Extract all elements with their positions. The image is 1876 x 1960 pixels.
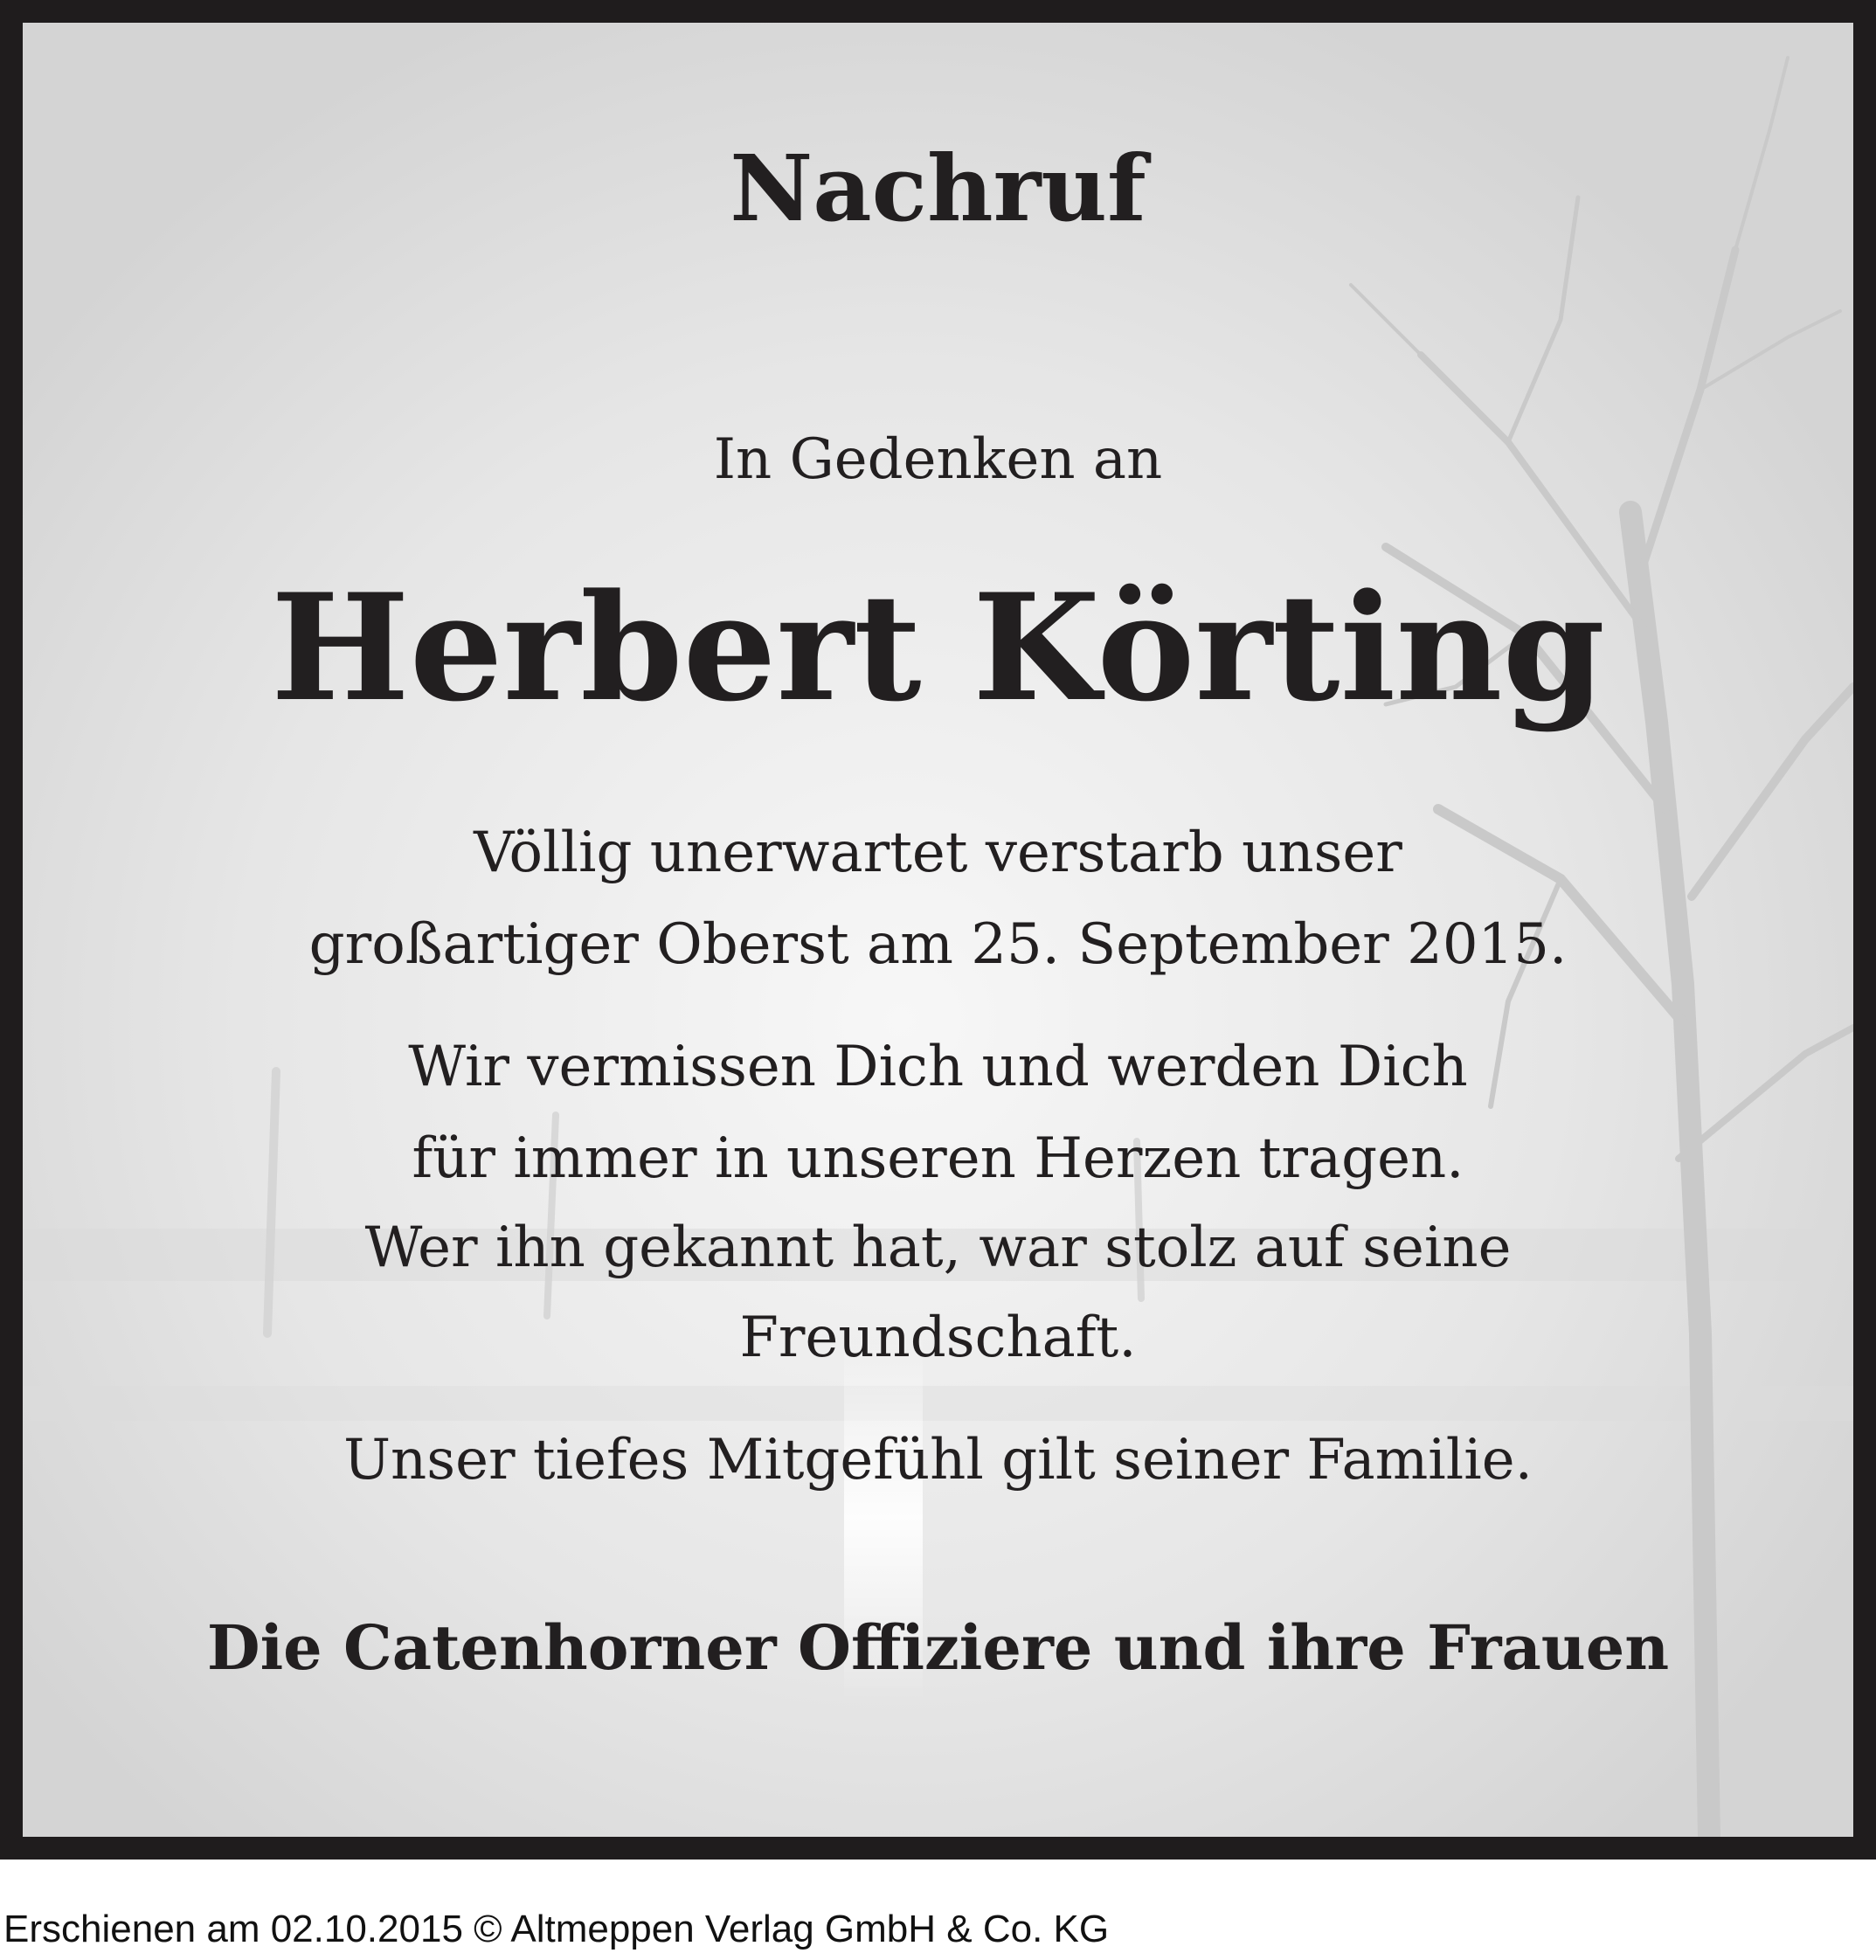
paragraph3: Unser tiefes Mitgefühl gilt seiner Familie. [343,1428,1533,1493]
paragraph2-line4: Freundschaft. [739,1306,1137,1370]
publication-footer: Erschienen am 02.10.2015 © Altmeppen Verlag GmbH & Co. KG [3,1908,1110,1950]
signature: Die Catenhorner Offiziere und ihre Frauen [206,1611,1670,1684]
paragraph1-line1: Völlig unerwartet verstarb unser [474,821,1402,885]
intro-text: In Gedenken an [713,427,1163,492]
paragraph1-line2: großartiger Oberst am 25. September 2015. [308,912,1568,977]
paragraph2-line2: für immer in unseren Herzen tragen. [412,1126,1464,1191]
paragraph2-line3: Wer ihn gekannt hat, war stolz auf seine [364,1215,1512,1280]
paragraph2-line1: Wir vermissen Dich und werden Dich [408,1035,1468,1099]
obituary-title: Nachruf [730,135,1146,242]
obituary-content [23,23,1853,1837]
deceased-name: Herbert Körting [270,561,1605,734]
